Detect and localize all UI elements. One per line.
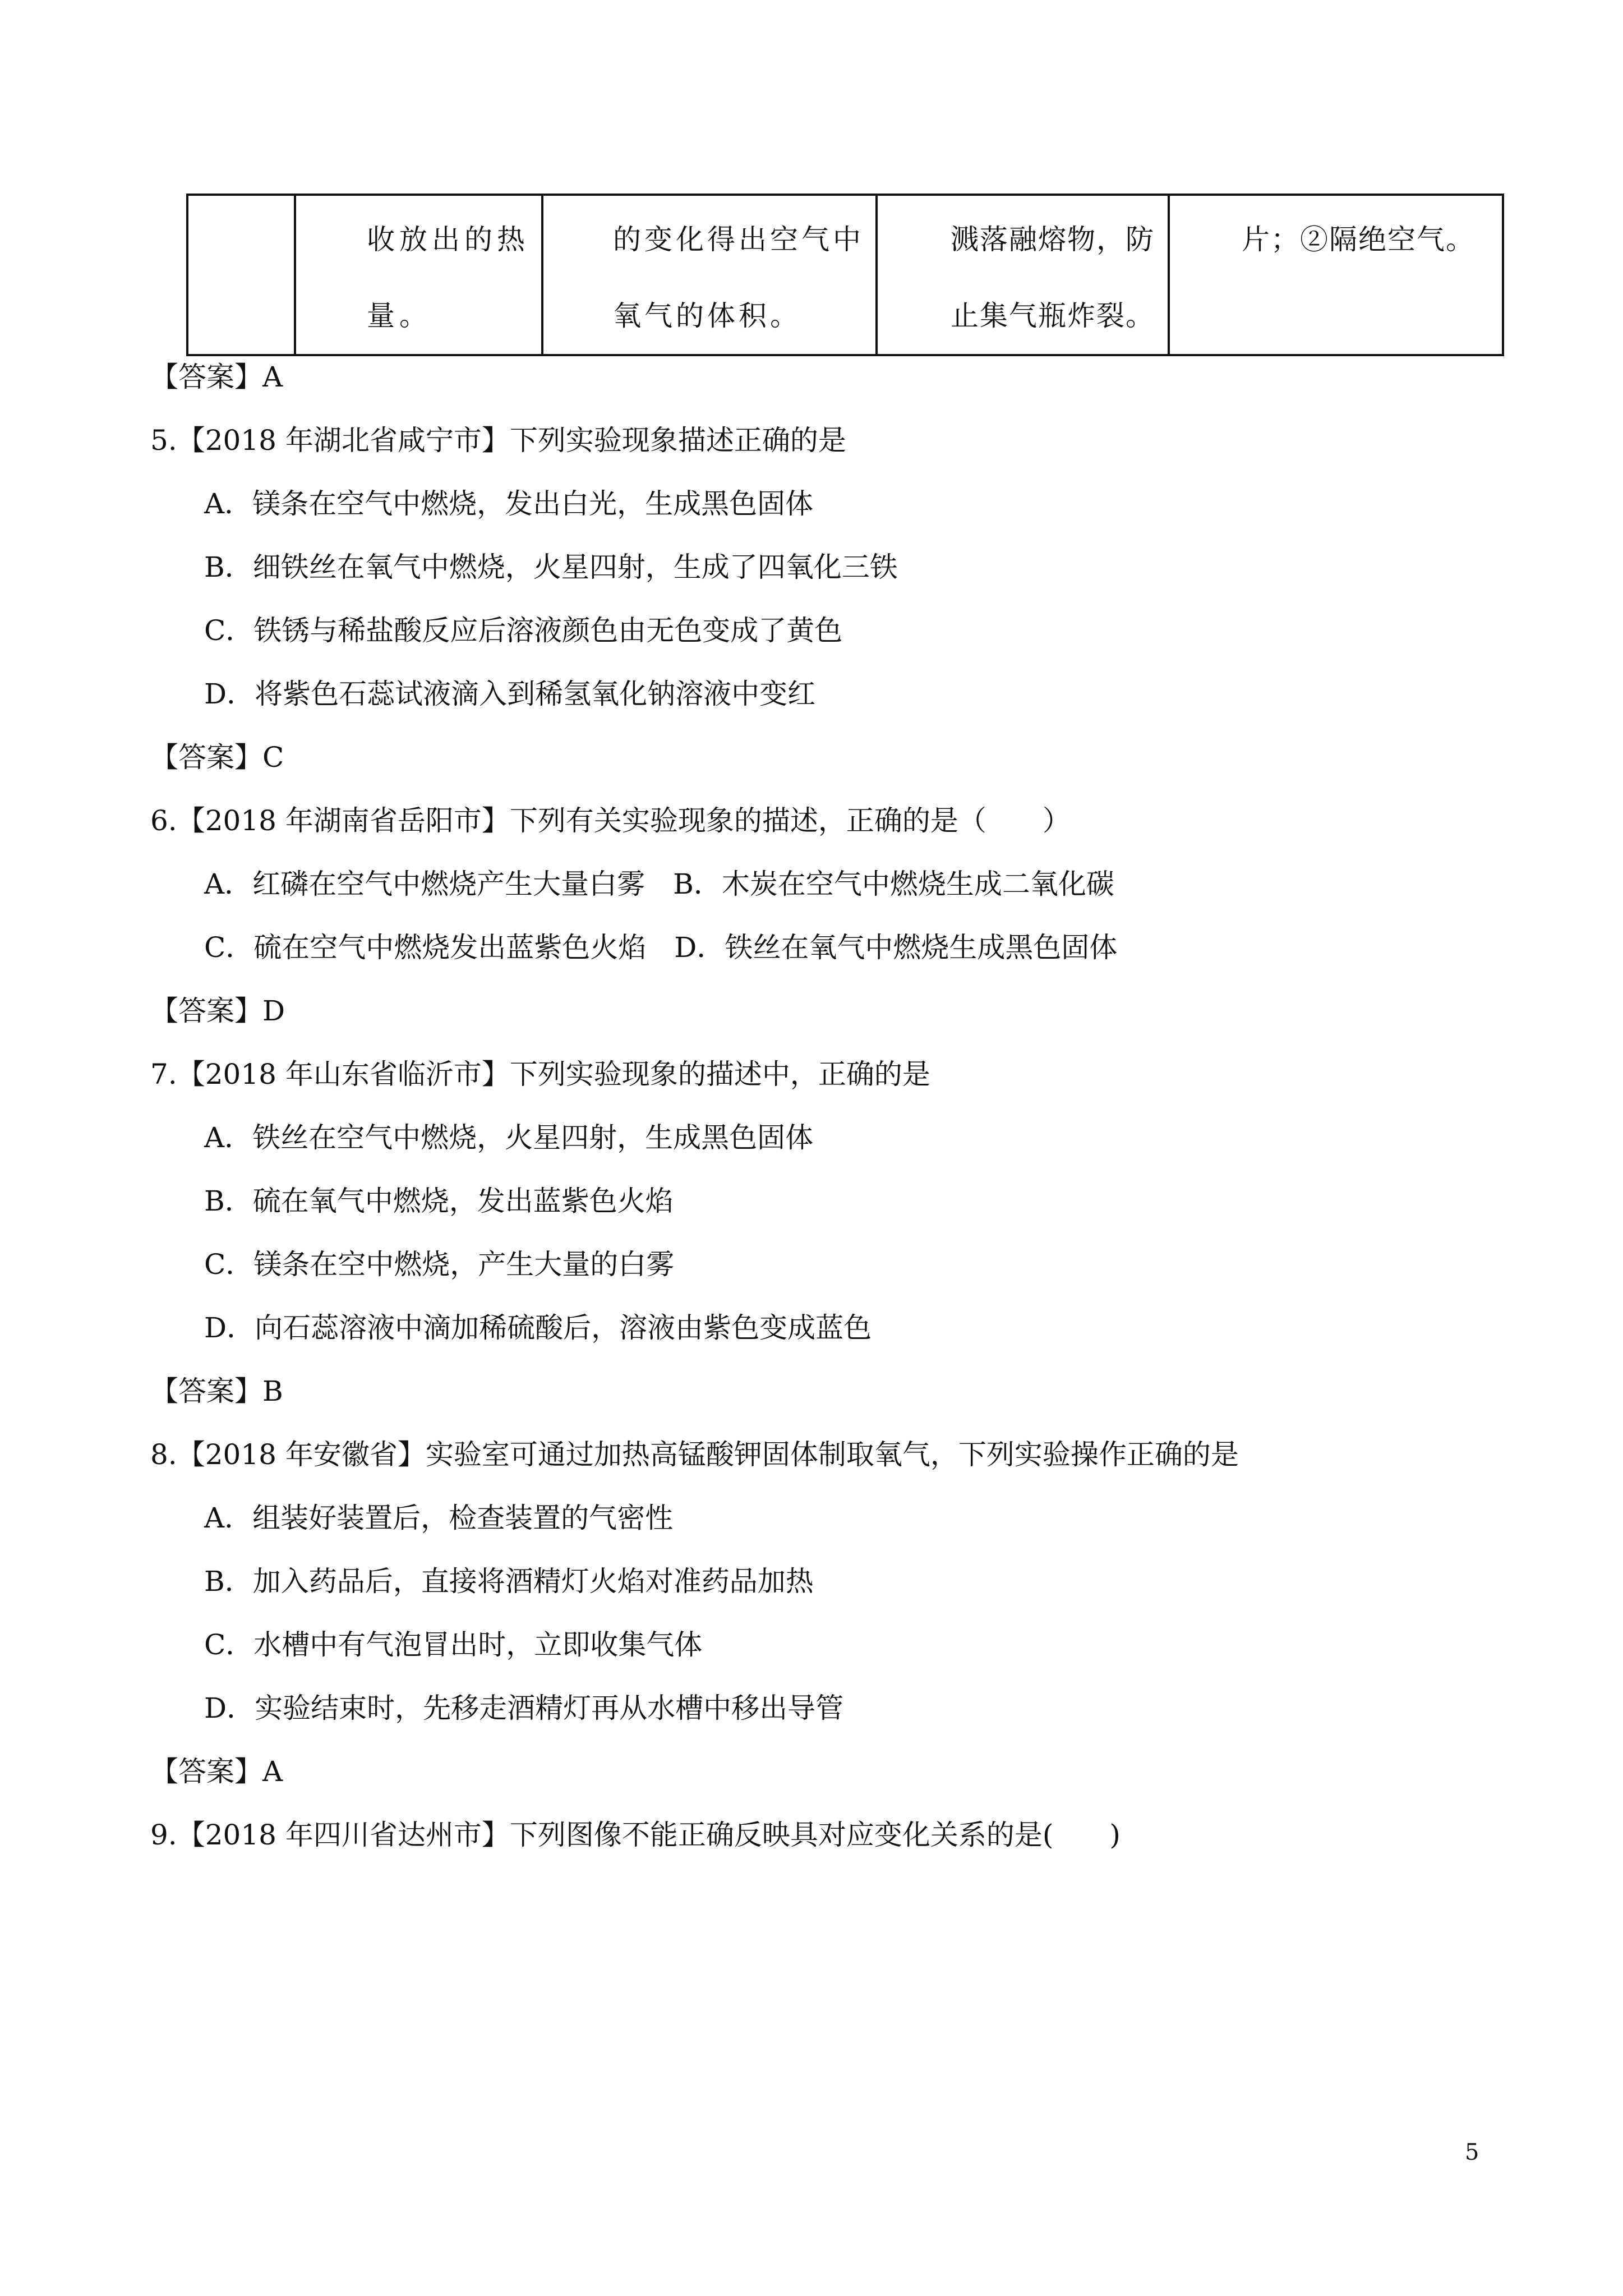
question-9-stem: 9.【2018 年四川省达州市】下列图像不能正确反映具对应变化关系的是( ) [150,1819,1121,1851]
answer-q8: 【答案】A [150,1755,283,1788]
question-7-option-c: C．镁条在空中燃烧，产生大量的白雾 [204,1248,675,1281]
question-8-option-d: D．实验结束时，先移走酒精灯再从水槽中移出导管 [204,1692,844,1724]
question-7-option-d: D．向石蕊溶液中滴加稀硫酸后，溶液由紫色变成蓝色 [204,1312,872,1344]
answer-q7: 【答案】B [150,1375,283,1407]
answer-q6: 【答案】D [150,995,285,1027]
table-cell-3: 的变化得出空气中 氧气的体积。 [542,195,877,355]
question-6-stem: 6.【2018 年湖南省岳阳市】下列有关实验现象的描述，正确的是（ ） [150,804,1071,837]
question-6-options-ab: A．红磷在空气中燃烧产生大量白雾 B．木炭在空气中燃烧生成二氧化碳 [204,868,1114,900]
question-5-option-d: D．将紫色石蕊试液滴入到稀氢氧化钠溶液中变红 [204,678,816,710]
question-8-option-c: C．水槽中有气泡冒出时，立即收集气体 [204,1628,703,1661]
question-5-option-b: B．细铁丝在氧气中燃烧，火星四射，生成了四氧化三铁 [204,551,898,583]
question-8-option-b: B．加入药品后，直接将酒精灯火焰对准药品加热 [204,1565,814,1598]
question-7-option-a: A．铁丝在空气中燃烧，火星四射，生成黑色固体 [204,1121,814,1154]
question-5-option-c: C．铁锈与稀盐酸反应后溶液颜色由无色变成了黄色 [204,614,843,647]
table-cell-2: 收放出的热 量。 [295,195,542,355]
question-5-stem: 5.【2018 年湖北省咸宁市】下列实验现象描述正确的是 [150,424,846,457]
question-8-stem: 8.【2018 年安徽省】实验室可通过加热高锰酸钾固体制取氧气，下列实验操作正确的是 [150,1438,1239,1471]
question-7-option-b: B．硫在氧气中燃烧，发出蓝紫色火焰 [204,1185,674,1217]
table-cell-4: 溅落融熔物，防 止集气瓶炸裂。 [877,195,1169,355]
question-8-option-a: A．组装好装置后，检查装置的气密性 [204,1502,674,1534]
table-cell-1 [187,195,295,355]
question-5-option-a: A．镁条在空气中燃烧，发出白光，生成黑色固体 [204,487,814,520]
table-cell-5: 片；②隔绝空气。 [1169,195,1503,355]
answer-table [186,194,1504,356]
answer-q4: 【答案】A [150,361,283,393]
question-7-stem: 7.【2018 年山东省临沂市】下列实验现象的描述中，正确的是 [150,1058,930,1091]
answer-q5: 【答案】C [150,741,284,774]
table-row [187,195,1503,355]
question-6-options-cd: C．硫在空气中燃烧发出蓝紫色火焰 D．铁丝在氧气中燃烧生成黑色固体 [204,931,1118,964]
page-number: 5 [1465,2139,1479,2165]
